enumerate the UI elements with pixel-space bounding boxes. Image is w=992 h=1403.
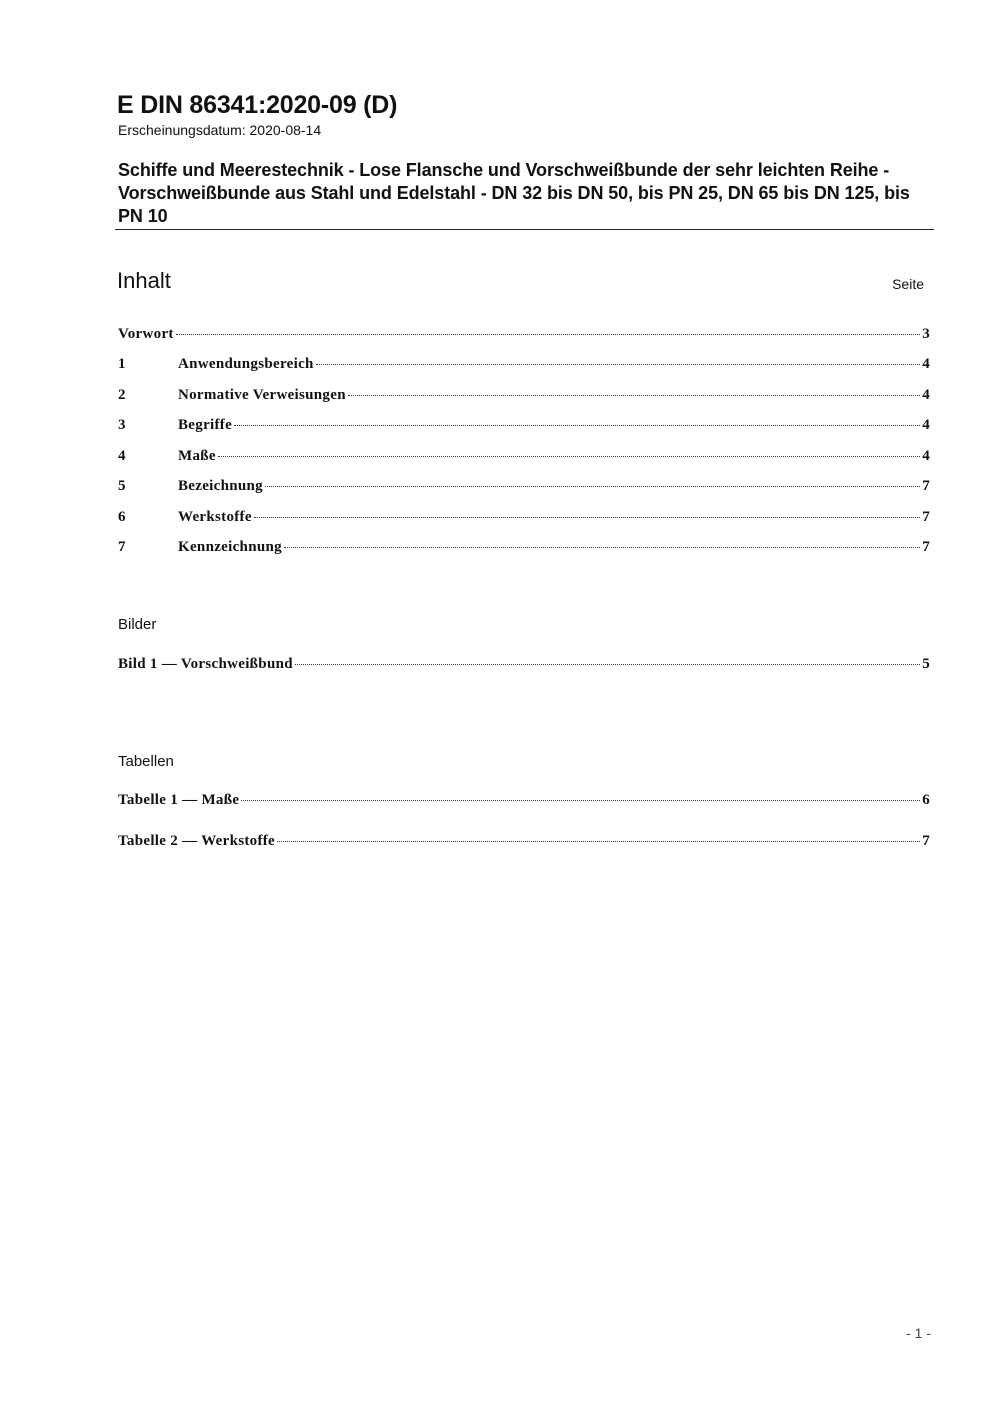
table-entry-2[interactable] <box>118 833 930 853</box>
toc-entry-page: 4 <box>922 448 930 464</box>
toc-entry-page: 4 <box>922 387 930 403</box>
toc-entry-number: 4 <box>118 448 126 464</box>
document-title: Schiffe und Meerestechnik - Lose Flansche und Vorschweißbunde der sehr leichten Reihe - Vorschweißbunde aus Stahl und Edelstahl - DN 32 bis DN 50, bis PN 25, DN 65 bis DN 125, bis PN 10 <box>118 160 910 226</box>
dot-leader <box>241 800 920 801</box>
figures-heading: Bilder <box>118 616 157 633</box>
toc-entry-5[interactable] <box>118 478 930 498</box>
table-entry-label: Tabelle 1 — Maße <box>118 792 240 808</box>
toc-entry-number: 6 <box>118 509 126 525</box>
toc-entry-label: Kennzeichnung <box>178 539 282 555</box>
dot-leader <box>316 364 921 365</box>
dot-leader <box>234 425 920 426</box>
toc-entry-2[interactable] <box>118 387 930 407</box>
publication-date: Erscheinungsdatum: 2020-08-14 <box>118 122 322 138</box>
toc-entry-label: Anwendungsbereich <box>178 356 314 372</box>
toc-entry-page: 4 <box>922 356 930 372</box>
figure-entry-1[interactable] <box>118 656 930 676</box>
toc-entry-3[interactable] <box>118 417 930 437</box>
toc-entry-page: 3 <box>922 326 930 342</box>
toc-entry-number: 5 <box>118 478 126 494</box>
table-entry-label: Tabelle 2 — Werkstoffe <box>118 833 276 849</box>
toc-entry-page: 7 <box>922 539 930 555</box>
toc-entry-number: 7 <box>118 539 126 555</box>
toc-entry-label: Werkstoffe <box>178 509 252 525</box>
toc-entry-number: 1 <box>118 356 126 372</box>
toc-entry-1[interactable] <box>118 356 930 376</box>
dot-leader <box>176 334 920 335</box>
toc-entry-page: 4 <box>922 417 930 433</box>
toc-entry-6[interactable] <box>118 509 930 529</box>
dot-leader <box>277 841 920 842</box>
title-divider <box>115 229 934 230</box>
dot-leader <box>348 395 920 396</box>
dot-leader <box>218 456 920 457</box>
table-entry-page: 6 <box>922 792 930 808</box>
toc-entry-label: Vorwort <box>118 326 174 342</box>
toc-entry-page: 7 <box>922 509 930 525</box>
figure-entry-page: 5 <box>922 656 930 672</box>
toc-entry-number: 2 <box>118 387 126 403</box>
toc-entry-label: Begriffe <box>178 417 233 433</box>
toc-entry-label: Normative Verweisungen <box>178 387 346 403</box>
toc-entry-label: Maße <box>178 448 216 464</box>
toc-entry-vorwort[interactable] <box>118 326 930 346</box>
document-id: E DIN 86341:2020-09 (D) <box>117 91 398 119</box>
figure-entry-label: Bild 1 — Vorschweißbund <box>118 656 293 672</box>
page-column-label: Seite <box>892 276 924 292</box>
dot-leader <box>254 517 920 518</box>
dot-leader <box>295 664 920 665</box>
tables-heading: Tabellen <box>118 753 174 770</box>
dot-leader <box>284 547 920 548</box>
toc-entry-7[interactable] <box>118 539 930 559</box>
footer-page-number: - 1 - <box>906 1325 931 1341</box>
toc-entry-page: 7 <box>922 478 930 494</box>
table-entry-1[interactable] <box>118 792 930 812</box>
toc-entry-4[interactable] <box>118 448 930 468</box>
dot-leader <box>265 486 920 487</box>
table-entry-page: 7 <box>922 833 930 849</box>
toc-entry-number: 3 <box>118 417 126 433</box>
toc-heading: Inhalt <box>117 268 171 293</box>
toc-entry-label: Bezeichnung <box>178 478 263 494</box>
